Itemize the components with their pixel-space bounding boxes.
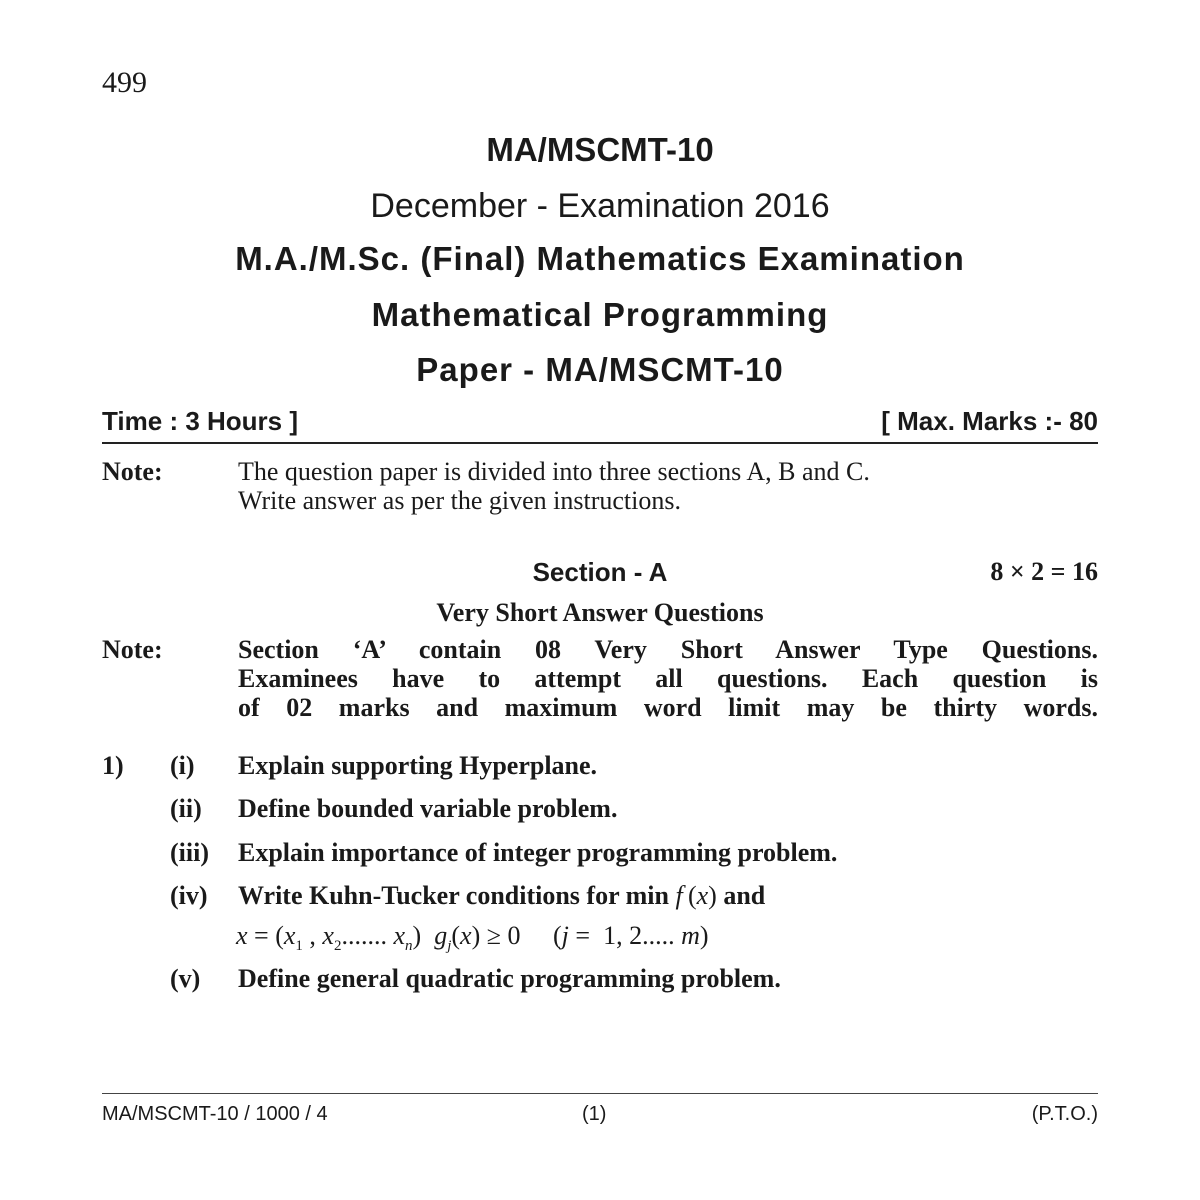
section-a-marks: 8 × 2 = 16 <box>990 557 1098 586</box>
section-a-note-label: Note: <box>102 635 163 664</box>
section-a-title: Section - A <box>532 557 668 587</box>
course-title: M.A./M.Sc. (Final) Mathematics Examination <box>235 240 965 277</box>
footer-divider <box>102 1093 1098 1094</box>
question-item-text: Explain importance of integer programming problem. <box>238 838 838 867</box>
question-item-label: (v) <box>170 964 201 993</box>
footer-code: MA/MSCMT-10 / 1000 / 4 <box>102 1103 328 1125</box>
general-note-text <box>238 457 1098 515</box>
time-allowed: Time : 3 Hours ] <box>102 406 299 436</box>
section-a-note-text <box>238 635 1098 722</box>
question-item-text: Define general quadratic programming problem. <box>238 964 781 993</box>
question-item-text: Explain supporting Hyperplane. <box>238 751 598 780</box>
general-note-label: Note: <box>102 457 163 486</box>
question-item-label: (iii) <box>170 838 209 867</box>
section-a-note-line: of 02 marks and maximum word limit may be thirty words. <box>238 693 1098 722</box>
footer-pto: (P.T.O.) <box>1031 1103 1098 1125</box>
section-a-note-line: Examinees have to attempt all questions. Each question is <box>238 664 1098 693</box>
question-item-text <box>238 881 765 911</box>
general-note-line: The question paper is divided into three sections A, B and C. <box>238 457 870 486</box>
paper-code-title: MA/MSCMT-10 <box>486 131 714 168</box>
page-number-top: 499 <box>102 66 147 99</box>
general-note-line: Write answer as per the given instructions. <box>238 486 681 515</box>
question-item-text: Define bounded variable problem. <box>238 794 618 823</box>
max-marks: [ Max. Marks :- 80 <box>881 406 1098 436</box>
question-item-text-lead: Write Kuhn-Tucker conditions for min <box>238 881 669 910</box>
subject-title: Mathematical Programming <box>371 296 829 333</box>
question-item-label: (iv) <box>170 881 208 910</box>
exam-title: December - Examination 2016 <box>370 187 830 225</box>
paper-title: Paper - MA/MSCMT-10 <box>416 351 784 388</box>
question-item-label: (i) <box>170 751 195 780</box>
math-expression: f (x) <box>675 881 717 910</box>
question-item-label: (ii) <box>170 794 202 823</box>
header-divider <box>102 442 1098 444</box>
section-a-note-line: Section ‘A’ contain 08 Very Short Answer Type Questions. <box>238 635 1098 664</box>
question-item-text-tail: and <box>723 881 766 910</box>
section-a-subtitle: Very Short Answer Questions <box>436 598 764 627</box>
footer-page-number: (1) <box>582 1103 607 1125</box>
math-expression: $x = (x_1$ , $x_2$....... $x_n$) $g_j(x) \ge 0$ (j = 1, 2..... m) <box>236 921 709 955</box>
question-number: 1) <box>102 751 124 780</box>
